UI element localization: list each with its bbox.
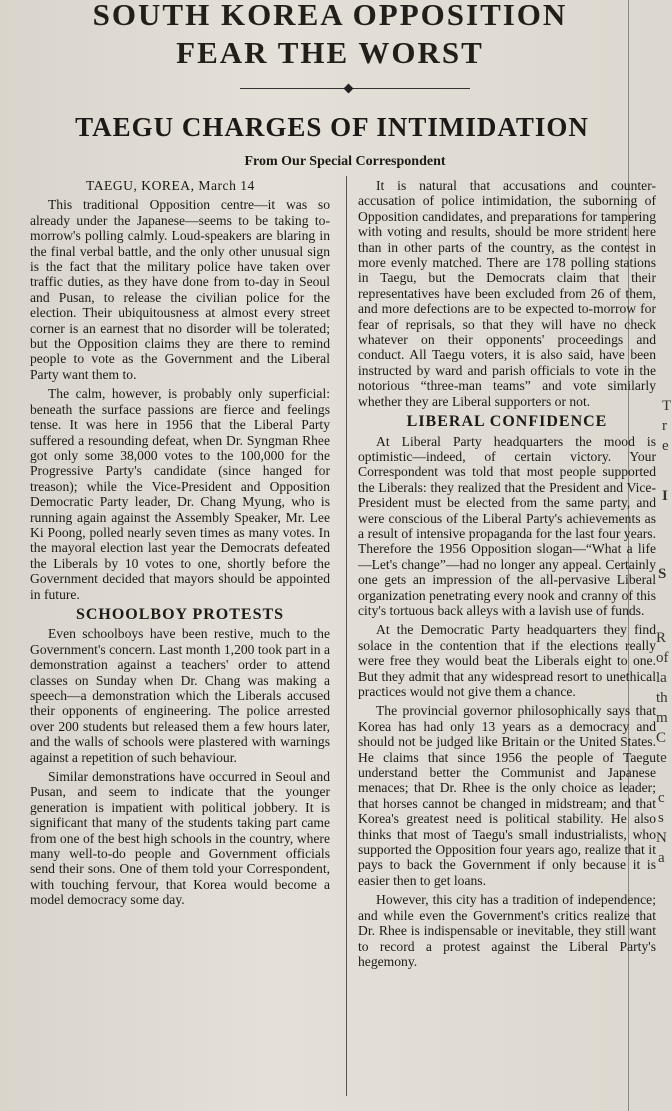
margin-fragment: r [662, 418, 667, 434]
margin-fragment: e [662, 438, 669, 454]
margin-fragment: la [656, 670, 667, 686]
article-headline: TAEGU CHARGES OF INTIMIDATION [75, 112, 589, 142]
margin-fragment: m [656, 710, 668, 726]
margin-fragment: I [662, 488, 668, 504]
paragraph: The calm, however, is probably only superficial: beneath the surface passions are fierce and feelings tense. It was here in 1956 that the Liberal Party suffered a resounding defeat, when Dr. Syngman Rhee got only some 38,000 votes to the 100,000 for the Progressive Party's candidate (since hanged for treason); while the Vice-President and Opposition Democratic Party leader, Dr. Chang Myung, who is running again against the Assembly Speaker, Mr. Lee Ki Poong, polled nearly seven times as many votes. In the mayoral election last year the Democrats defeated the Liberals by 10 votes to one, shortly before the Government decided that mayors should be appointed in future. [30, 386, 330, 602]
margin-fragment: R [656, 630, 667, 646]
margin-fragment: s [658, 810, 664, 826]
paragraph: This traditional Opposition centre—it was so already under the Japanese—seems to be taking to-morrow's polling calmly. Loud-speakers are blaring in the final verbal battle, and the only other unusual sign is the fact that the military police have taken over traffic duties, as they have done from to-day in Seoul and Pusan, to release the civilian police for the election. Their ubiquitousness at almost every street corner is an earnest that no disorder will be tolerated; but the Opposition claims they are there to remind people to vote as the Government and the Liberal Party want them to. [30, 197, 330, 382]
left-column [30, 178, 330, 912]
paragraph: Even schoolboys have been restive, much to the Government's concern. Last month 1,200 took part in a demonstration against a teachers' order to attend classes on Sunday when Dr. Chang was making a speech—a demonstration which the Liberals accused their opponents of engineering. The police arrested over 200 students but released them a few hours later, and the walls of schools were plastered with warnings against a repetition of such behaviour. [30, 626, 330, 765]
subheading: LIBERAL CONFIDENCE [406, 413, 608, 431]
margin-fragment: S [658, 566, 667, 582]
column-divider [346, 176, 347, 1096]
margin-fragment: C [656, 730, 667, 746]
paragraph: It is natural that accusations and counter-accusation of police intimidation, the suborning of Opposition candidates, and preparations for tampering with voting and results, should be more strident here than in other parts of the country, as the contest in more evenly matched. There are 178 polling stations in Taegu, but the Democrats claim that their representatives have been excluded from 26 of them, and more defections are to be expected to-morrow for fear of reprisals, so that they will have no check whatever on their opponents' proceedings and conduct. All Taegu voters, it is also said, have been instructed by ward and parish officials to vote in the notorious “three-man teams” and vote similarly whether they are Liberal supporters or not. [358, 178, 656, 409]
margin-fragment: c [658, 790, 665, 806]
byline: From Our Special Correspondent [244, 154, 446, 169]
paragraph: At the Democratic Party headquarters they find solace in the contention that if the elections really were free they would beat the Liberals eight to one. But they admit that any widespread resort to unethical practices would not give them a chance. [358, 622, 656, 699]
right-column [358, 178, 656, 973]
top-headline: SOUTH KOREA OPPOSITION FEAR THE WORST [92, 0, 568, 70]
margin-fragment: T [662, 398, 672, 414]
dateline: TAEGU, KOREA, March 14 [86, 178, 255, 193]
diamond-ornament-icon [344, 84, 354, 94]
paragraph: However, this city has a tradition of independence; and while even the Government's critics realize that Dr. Rhee is indispensable or inevitable, they still want to record a protest against the Liberal Party's hegemony. [358, 892, 656, 969]
margin-fragment: a [658, 850, 665, 866]
margin-fragment: of [656, 650, 669, 666]
ornamental-rule [240, 88, 470, 89]
margin-fragment: N [656, 830, 667, 846]
paragraph: Similar demonstrations have occurred in Seoul and Pusan, and seem to indicate that the younger generation is impatient with political jobbery. It is significant that many of the students taking part came from one of the best high schools in the country, where many well-to-do people and Government officials send their sons. One of them told your Correspondent, with touching fervour, that Korea would become a model democracy some day. [30, 769, 330, 908]
paragraph: The provincial governor philosophically says that Korea has had only 13 years as a democracy and should not be judged like Britain or the United States. He claims that since 1956 the people of Taegu understand better the Communist and Japanese menaces; that Dr. Rhee is the only choice as leader; that horses cannot be changed in midstream; and that Korea's greatest need is political stability. He also thinks that most of Taegu's small industrialists, who supported the Opposition four years ago, realize that it pays to back the Government if only because it is easier then to get loans. [358, 703, 656, 888]
margin-fragment: te [656, 750, 667, 766]
margin-fragment: th [656, 690, 668, 706]
paragraph: At Liberal Party headquarters the mood is optimistic—indeed, of certain victory. Your Correspondent was told that most people supported the Liberals: they realized that the President and Vice-President must be elected from the same party, and were conscious of the Liberal Party's achievements as a result of intensive propaganda for the last four years. Therefore the 1956 Opposition slogan—“What a life—Let's change”—had no longer any appeal. Certainly one gets an impression of the all-pervasive Liberal organization penetrating every nook and cranny of this city's tortuous back alleys with a lavish use of funds. [358, 433, 656, 618]
subheading: SCHOOLBOY PROTESTS [75, 605, 285, 623]
